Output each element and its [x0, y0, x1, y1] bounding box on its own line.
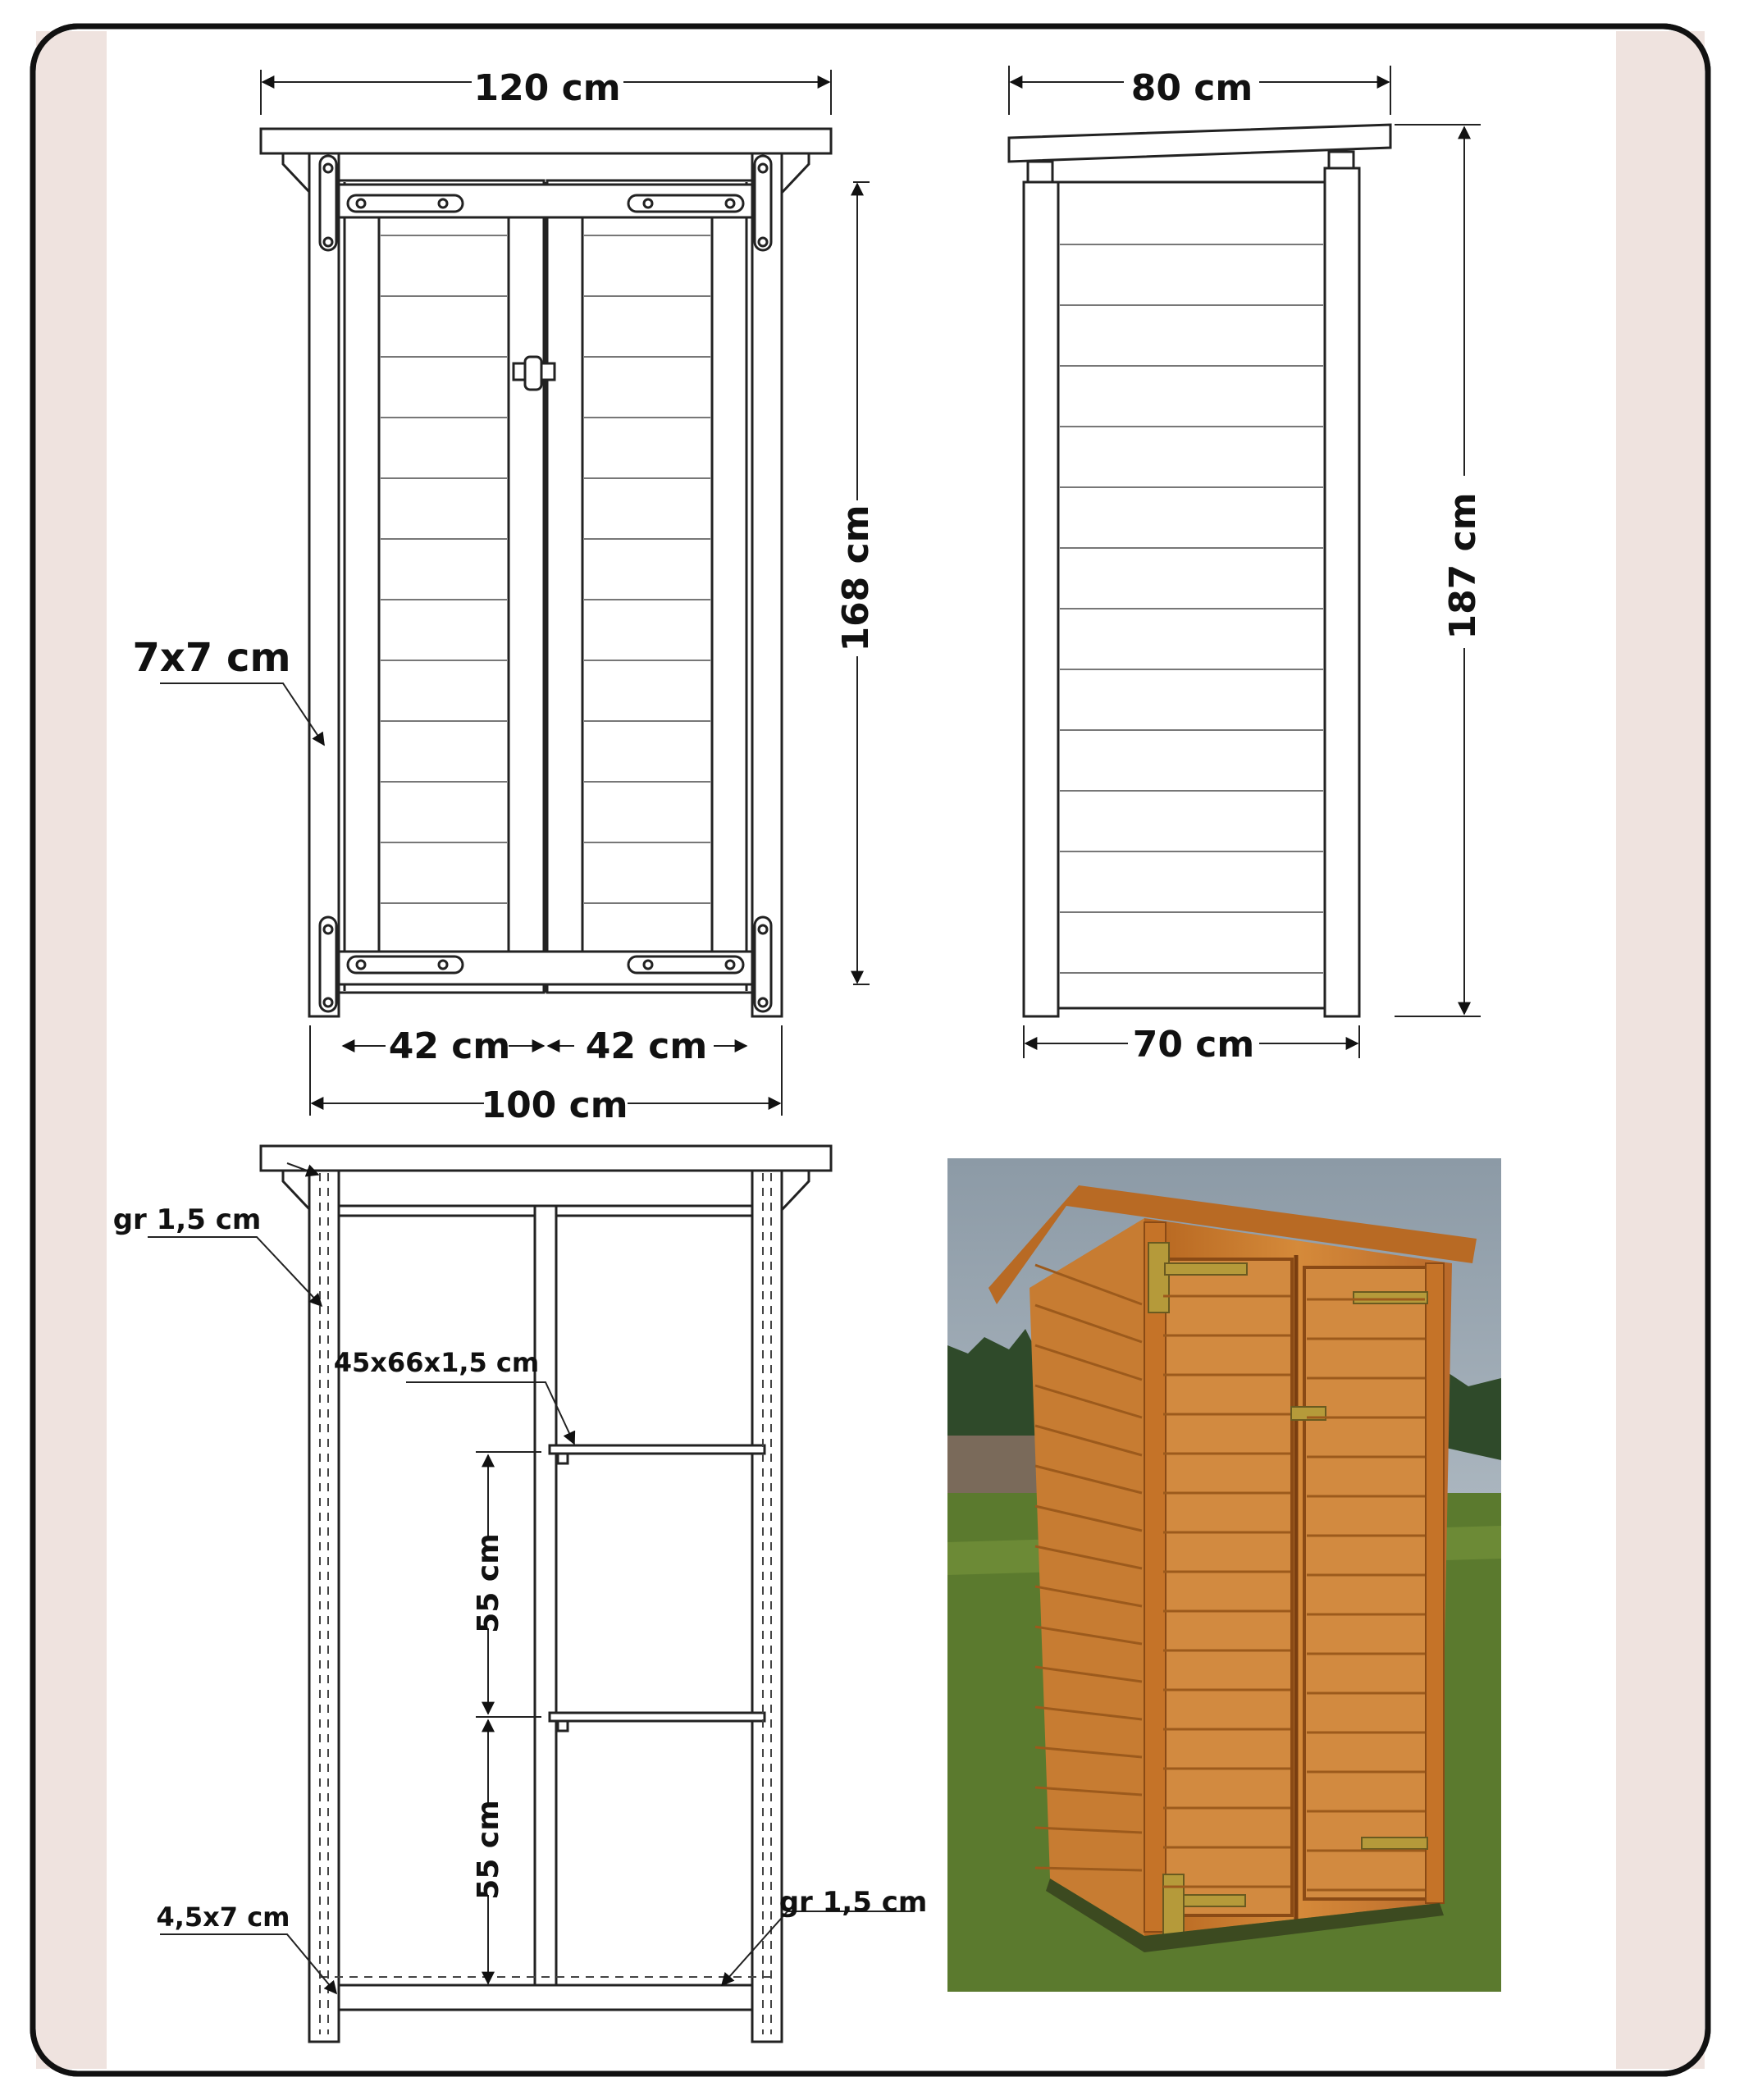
- door-left-width-label: 42 cm: [388, 1025, 511, 1067]
- beam-size-label: 4,5x7 cm: [156, 1901, 290, 1933]
- shelf-gap-upper-label: 55 cm: [472, 1533, 505, 1633]
- side-height-label: 187 cm: [1442, 492, 1484, 640]
- wall-thickness-left-label: gr 1,5 cm: [112, 1203, 262, 1236]
- left-side-band: [36, 31, 107, 2069]
- door-right-width-label: 42 cm: [585, 1025, 708, 1067]
- front-width-top-label: 120 cm: [473, 67, 621, 109]
- right-side-band: [1616, 31, 1705, 2069]
- side-depth-top-label: 80 cm: [1130, 67, 1253, 109]
- post-size-label: 7x7 cm: [132, 635, 291, 681]
- front-view: [261, 129, 831, 1016]
- side-depth-bottom-label: 70 cm: [1132, 1024, 1255, 1066]
- front-width-bottom-label: 100 cm: [481, 1084, 628, 1126]
- shelf-size-label: 45x66x1,5 cm: [333, 1347, 540, 1378]
- shelf-gap-lower-label: 55 cm: [472, 1800, 505, 1900]
- front-height-label: 168 cm: [835, 504, 877, 652]
- wall-thickness-right-label: gr 1,5 cm: [778, 1886, 928, 1919]
